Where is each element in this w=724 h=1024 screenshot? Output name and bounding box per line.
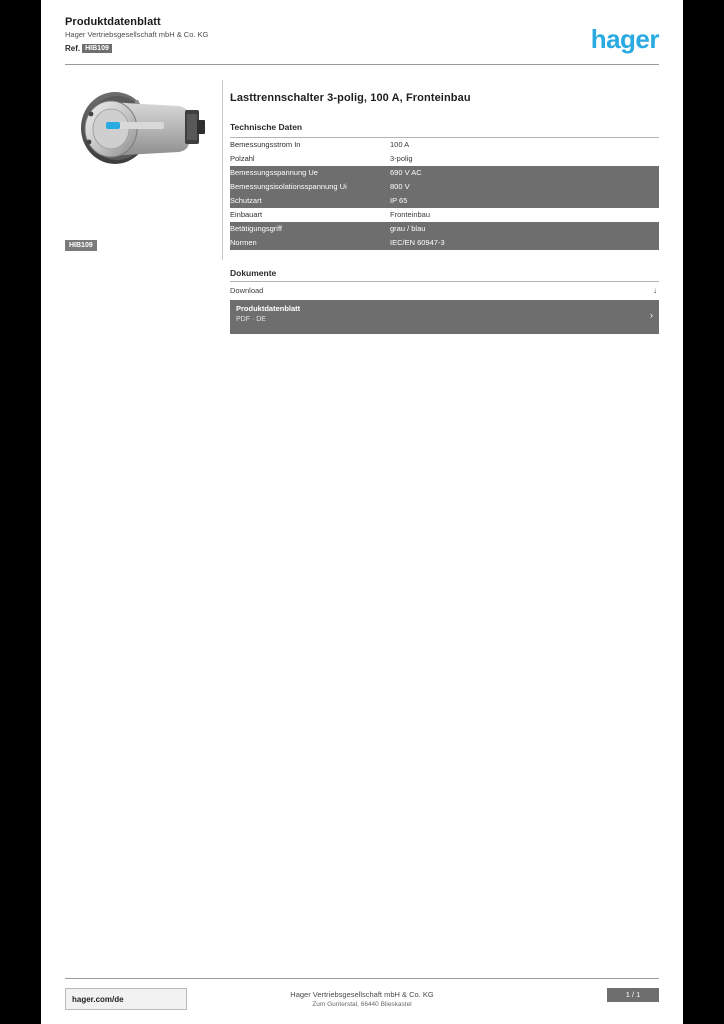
spec-value: 3-polig [390,154,413,163]
document-reference [65,44,112,54]
documents-section-rule [230,281,659,282]
spec-value: grau / blau [390,222,659,236]
column-divider [222,80,223,260]
product-image [65,80,217,180]
product-heading: Lasttrennschalter 3-polig, 100 A, Fronteinbau [230,92,471,104]
table-row [230,194,659,208]
hager-logo: hager [590,24,659,54]
chevron-right-icon[interactable]: › [650,310,653,320]
table-row [230,152,659,166]
download-row[interactable] [230,286,659,296]
page-number: 1 / 1 [607,988,659,1002]
product-ref-tag-value: HIB109 [65,240,97,251]
spec-key: Normen [230,236,390,250]
reference-label: Ref. [65,44,81,53]
table-row [230,138,659,152]
spec-key: Bemessungsstrom In [230,140,301,149]
technical-section-title: Technische Daten [230,122,303,132]
document-subtitle: Hager Vertriebsgesellschaft mbH & Co. KG [65,30,209,39]
document-title: Produktdatenblatt [236,304,301,313]
list-item[interactable] [230,300,659,334]
spec-key: Betätigungsgriff [230,222,390,236]
reference-value: HIB109 [82,44,112,53]
footer-divider [65,978,659,979]
download-label: Download [230,286,264,295]
page-header [41,0,683,66]
page-title: Produktdatenblatt [65,16,161,28]
spec-value: IEC/EN 60947-3 [390,236,659,250]
documents-section [230,268,659,334]
spec-key: Einbauart [230,210,263,219]
spec-value: 800 V [390,180,659,194]
table-row [230,222,659,236]
footer-website-link[interactable]: hager.com/de [65,988,187,1010]
table-row [230,236,659,250]
product-details [230,80,659,334]
table-row [230,180,659,194]
spec-value: 690 V AC [390,166,659,180]
product-ref-tag [65,240,215,251]
download-icon[interactable]: ↓ [653,286,657,295]
product-illustration [67,82,213,174]
spec-key: Polzahl [230,154,255,163]
documents-section-title: Dokumente [230,268,277,278]
footer-company-info [41,990,683,1010]
table-row [230,208,659,222]
document-meta: PDF · DE [236,316,266,323]
footer-company-name: Hager Vertriebsgesellschaft mbH & Co. KG [290,990,434,999]
spec-value: Fronteinbau [390,210,431,219]
table-row [230,166,659,180]
spec-key: Bemessungsspannung Ue [230,166,390,180]
spec-key: Bemessungsisolationsspannung Ui [230,180,390,194]
spec-value: 100 A [390,140,410,149]
specs-table [230,138,659,250]
spec-value: IP 65 [390,194,659,208]
header-divider [65,64,659,65]
spec-key: Schutzart [230,194,390,208]
document-page [41,0,683,1024]
footer-company-address: Zum Gunterstal, 66440 Blieskastel [312,1001,412,1008]
